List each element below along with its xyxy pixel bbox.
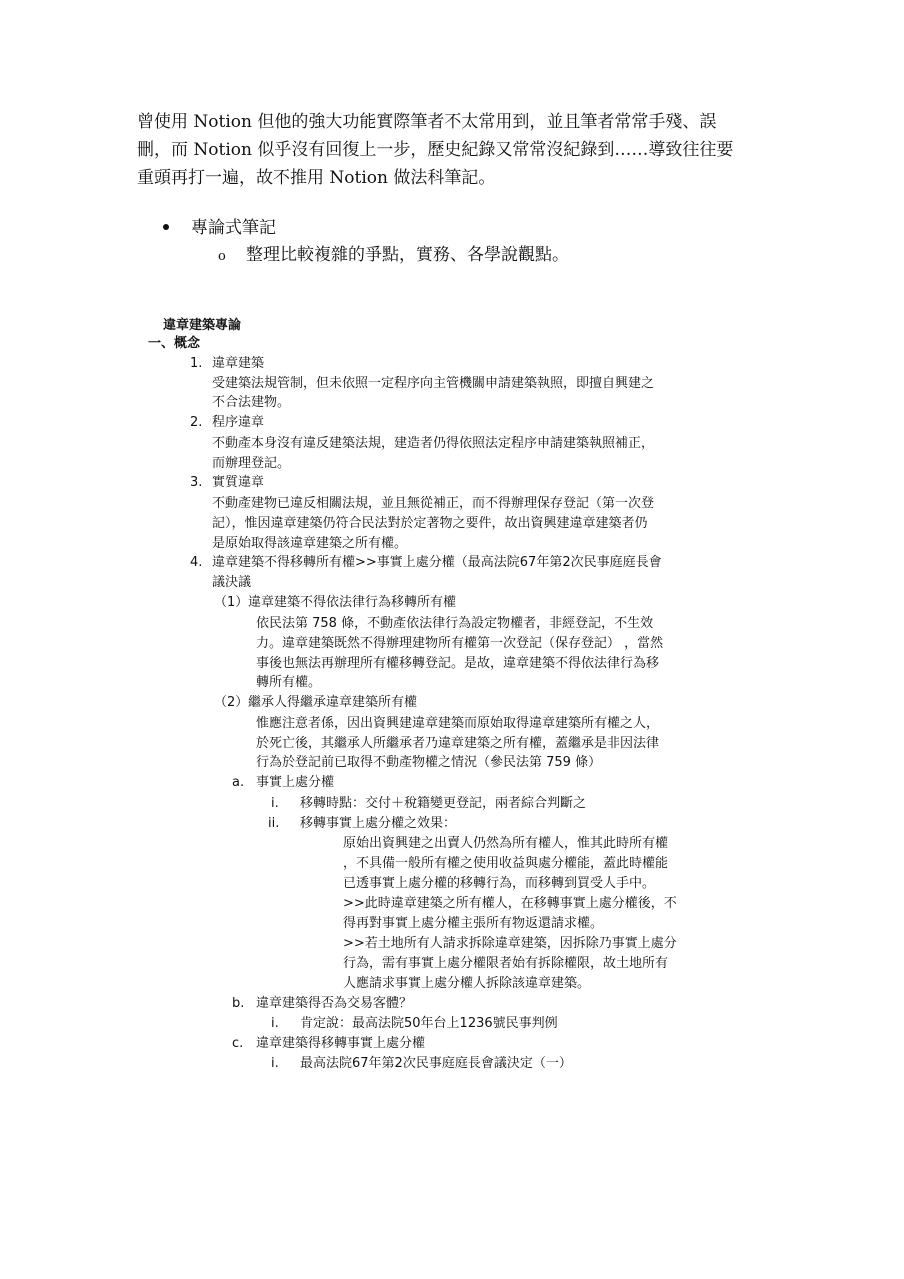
- sub-body-line: 行為於登記前已取得不動產物權之情況（參民法第 759 條）: [256, 755, 602, 770]
- item-number: 2.: [190, 415, 203, 430]
- letter-number: b.: [232, 996, 245, 1011]
- sub-body-line: 依民法第 758 條，不動產依法律行為設定物權者，非經登記，不生效: [256, 616, 654, 631]
- letter-number: c.: [232, 1036, 244, 1051]
- item-number: 3.: [190, 475, 203, 490]
- item-body-line: 不動產本身沒有違反建築法規，建造者仍得依照法定程序申請建築執照補正，: [212, 436, 655, 451]
- effect-body-line: >>若土地所有人請求拆除違章建築，因拆除乃事實上處分: [343, 936, 677, 951]
- letter-number: a.: [232, 775, 245, 790]
- sub-body-line: 力。違章建築既然不得辦理建物所有權第一次登記（保存登記） ，當然: [256, 636, 664, 651]
- effect-body-line: 原始出資興建之出賣人仍然為所有權人，惟其此時所有權: [343, 836, 669, 851]
- item-body-line: 不動產建物已違反相關法規，並且無從補正，而不得辦理保存登記（第一次登: [212, 496, 655, 511]
- roman-number: i.: [271, 796, 279, 811]
- paragraph-line: 重頭再打一遍，故不推用 Notion 做法科筆記。: [137, 168, 496, 188]
- effect-body-line: 人應請求事實上處分權人拆除該違章建築。: [343, 976, 591, 991]
- bullet-label: 專論式筆記: [191, 218, 276, 238]
- item-number: 1.: [190, 356, 203, 371]
- sub-body-line: 轉所有權。: [256, 675, 322, 690]
- sub-number: （2）: [214, 695, 249, 710]
- sub-number: （1）: [214, 595, 249, 610]
- item-number: 4.: [190, 555, 203, 570]
- subbullet-label: 整理比較複雜的爭點，實務、各學說觀點。: [246, 245, 569, 265]
- item-body-line: 記），惟因違章建築仍符合民法對於定著物之要件，故出資興建違章建築者仍: [212, 516, 648, 531]
- item-body-line: 而辦理登記。: [212, 456, 291, 471]
- sub-body-line: 事後也無法再辦理所有權移轉登記。是故，違章建築不得依法律行為移: [256, 656, 660, 671]
- item-heading: 程序違章: [212, 415, 265, 430]
- letter-heading: 違章建築得否為交易客體？: [256, 996, 413, 1011]
- note-section: 一、概念: [148, 336, 201, 351]
- sub-heading: 繼承人得繼承違章建築所有權: [248, 695, 418, 710]
- effect-body-line: ，不具備一般所有權之使用收益與處分權能，蓋此時權能: [343, 856, 669, 871]
- roman-number: i.: [271, 1016, 279, 1031]
- item-heading: 實質違章: [212, 475, 265, 490]
- sub-body-line: 惟應注意者係，因出資興建違章建築而原始取得違章建築所有權之人，: [256, 716, 660, 731]
- paragraph-line: 刪，而 Notion 似乎沒有回復上一步，歷史紀錄又常常沒紀錄到……導致往往要: [137, 140, 734, 160]
- letter-heading: 事實上處分權: [256, 775, 335, 790]
- roman-number: i.: [271, 1056, 279, 1071]
- paragraph-line: 曾使用 Notion 但他的強大功能實際筆者不太常用到，並且筆者常常手殘、誤: [137, 112, 717, 132]
- roman-text: 移轉時點：交付＋稅籍變更登記，兩者綜合判斷之: [300, 796, 587, 811]
- bullet-dot-icon: [163, 224, 169, 230]
- effect-body-line: 已透事實上處分權的移轉行為，而移轉到買受人手中。: [343, 876, 656, 891]
- note-title: 違章建築專論: [163, 318, 242, 333]
- item-heading-cont: 議決議: [212, 575, 252, 590]
- roman-number: ii.: [268, 816, 280, 831]
- roman-text: 移轉事實上處分權之效果：: [300, 816, 457, 831]
- item-body-line: 不合法建物。: [212, 395, 291, 410]
- item-heading: 違章建築: [212, 356, 265, 371]
- subbullet-marker: o: [218, 249, 226, 264]
- sub-body-line: 於死亡後，其繼承人所繼承者乃違章建築之所有權，蓋繼承是非因法律: [256, 736, 660, 751]
- intro-paragraph: [137, 108, 777, 192]
- item-body-line: 是原始取得該違章建築之所有權。: [212, 536, 408, 551]
- effect-body-line: 得再對事實上處分權主張所有物返還請求權。: [343, 916, 604, 931]
- effect-body-line: >>此時違章建築之所有權人，在移轉事實上處分權後，不: [343, 896, 677, 911]
- item-body-line: 受建築法規管制，但未依照一定程序向主管機關申請建築執照，即擅自興建之: [212, 376, 655, 391]
- item-heading: 違章建築不得移轉所有權>>事實上處分權（最高法院67年第2次民事庭庭長會: [212, 555, 662, 570]
- subbullet-item: [218, 243, 569, 269]
- roman-text: 最高法院67年第2次民事庭庭長會議決定（一）: [300, 1056, 572, 1071]
- effect-body-line: 行為，需有事實上處分權限者始有拆除權限，故土地所有: [343, 956, 669, 971]
- letter-heading: 違章建築得移轉事實上處分權: [256, 1036, 426, 1051]
- sub-heading: 違章建築不得依法律行為移轉所有權: [248, 595, 457, 610]
- bullet-item: [163, 216, 276, 240]
- roman-text: 肯定說：最高法院50年台上1236號民事判例: [300, 1016, 558, 1031]
